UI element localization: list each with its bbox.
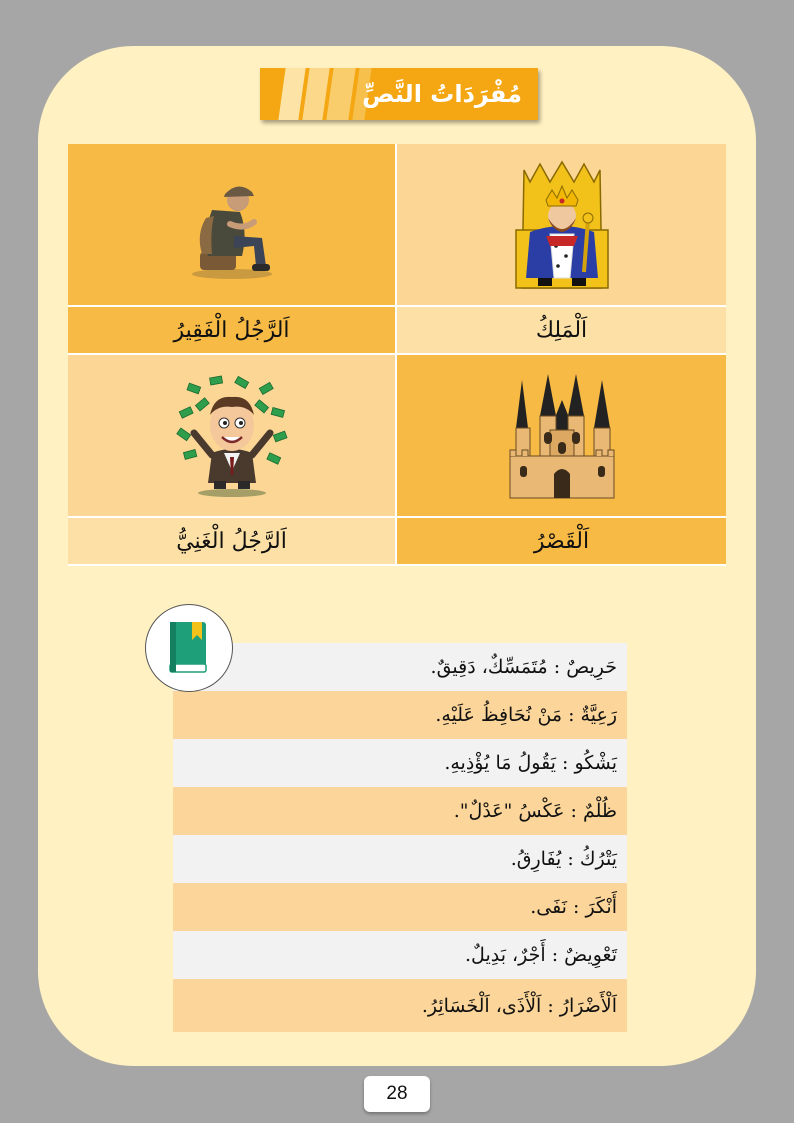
definition-row [173,643,627,691]
vocab-label-cell [68,307,395,353]
definition-text: ظُلْمٌ : عَكْسُ "عَدْلٌ". [453,800,617,822]
definition-text: اَلْأَضْرَارُ : اَلْأَذَى، اَلْخَسَائِرُ. [421,994,617,1017]
vocab-label-cell [68,518,395,564]
vocab-label-cell [397,518,726,564]
definition-text: تَعْوِيضٌ : أَجْرٌ، بَدِيلٌ. [465,944,617,966]
vocab-label-poor-man: اَلرَّجُلُ الْفَقِيرُ [173,317,290,343]
definition-text: حَرِيصٌ : مُتَمَسِّكٌ، دَقِيقٌ. [430,656,617,678]
section-title: مُفْرَدَاتُ النَّصِّ [362,80,522,108]
definition-text: أَنْكَرَ : نَفَى. [530,896,617,918]
definition-text: يَشْكُو : يَقُولُ مَا يُؤْذِيهِ. [444,752,617,774]
king-on-throne-icon [510,160,614,290]
page-number: 28 [364,1076,430,1112]
vocab-picture-table [68,144,726,566]
vocab-image-poor-man [68,144,395,305]
book-icon-badge [145,604,233,692]
vocab-label-cell [397,307,726,353]
definition-row [173,979,627,1032]
section-title-box [260,68,538,120]
vocab-image-castle [397,355,726,516]
vocab-image-king [397,144,726,305]
definition-text: رَعِيَّةٌ : مَنْ نُحَافِظُ عَلَيْهِ. [435,704,617,726]
poor-man-icon [182,170,282,280]
vocab-label-rich-man: اَلرَّجُلُ الْغَنِيُّ [176,528,287,554]
book-icon [168,620,210,676]
castle-icon [506,370,618,502]
definition-row [173,835,627,883]
rich-man-icon [174,375,290,497]
definition-row [173,883,627,931]
definition-row [173,739,627,787]
definition-row [173,787,627,835]
definition-row [173,691,627,739]
definition-row [173,931,627,979]
definition-text: يَتْرُكُ : يُفَارِقُ. [510,848,617,870]
vocab-image-rich-man [68,355,395,516]
vocab-label-king: اَلْمَلِكُ [535,317,588,343]
vocab-label-castle: اَلْقَصْرُ [533,528,590,554]
